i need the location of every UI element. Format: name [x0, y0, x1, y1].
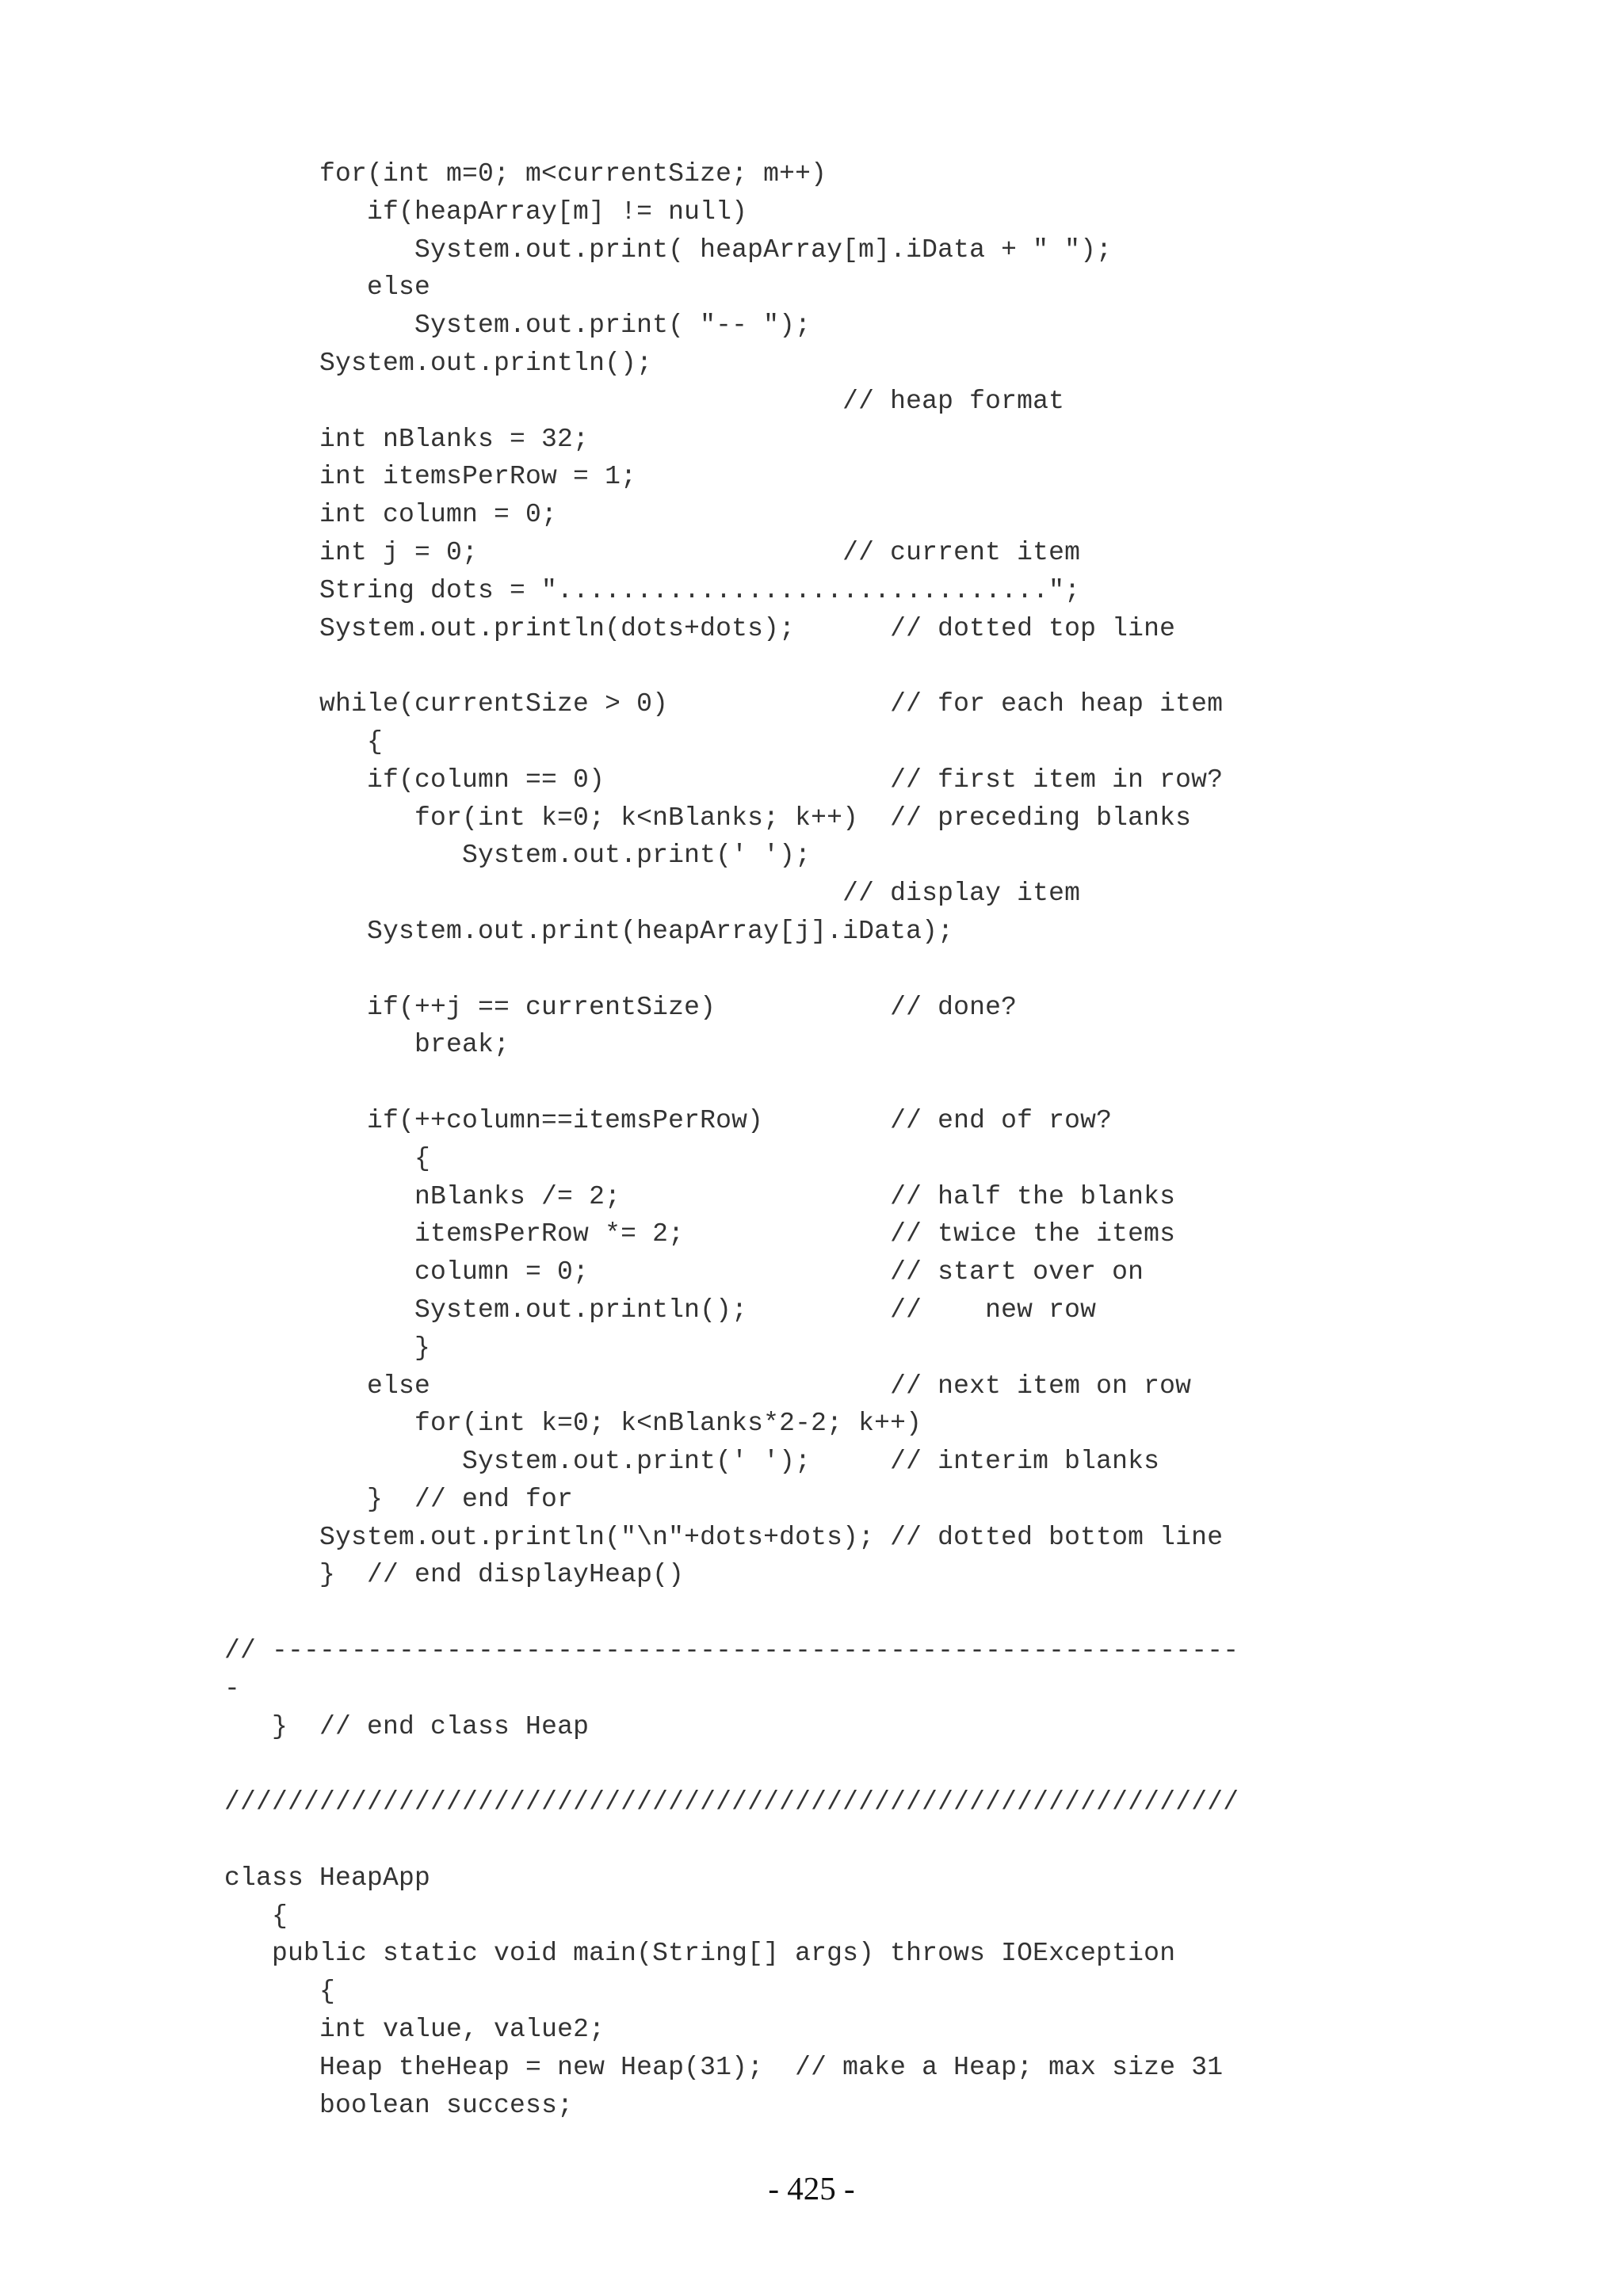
code-line: System.out.print(' '); // interim blanks	[272, 1447, 1160, 1477]
code-line: int itemsPerRow = 1;	[272, 462, 637, 492]
code-line: class HeapApp	[224, 1863, 431, 1893]
code-line: while(currentSize > 0) // for each heap item	[272, 689, 1224, 719]
code-line: // display item	[272, 879, 1081, 909]
code-line: int value, value2;	[224, 2015, 605, 2045]
code-line: break;	[272, 1030, 510, 1060]
code-line: }	[272, 1333, 431, 1363]
page-number: - 425 -	[768, 2170, 855, 2206]
code-line: else	[272, 273, 431, 303]
code-line: String dots = "...............................";	[272, 575, 1081, 605]
code-line: System.out.println("\n"+dots+dots); // dotted bottom line	[272, 1522, 1224, 1552]
code-line: if(++column==itemsPerRow) // end of row?	[272, 1105, 1113, 1135]
code-line: for(int k=0; k<nBlanks*2-2; k++)	[272, 1409, 922, 1439]
code-line: Heap theHeap = new Heap(31); // make a Heap; max size 31	[224, 2052, 1224, 2082]
code-line: } // end displayHeap()	[272, 1560, 685, 1590]
code-line: boolean success;	[224, 2090, 574, 2120]
code-line: nBlanks /= 2; // half the blanks	[272, 1181, 1176, 1211]
code-line: if(++j == currentSize) // done?	[272, 992, 1018, 1022]
code-line: } // end class Heap	[224, 1711, 590, 1741]
code-line	[224, 951, 1239, 989]
code-line	[224, 1594, 1239, 1632]
code-line: {	[224, 1977, 336, 2007]
code-line: int nBlanks = 32;	[272, 424, 590, 454]
code-line: System.out.print(' ');	[272, 841, 812, 871]
code-line: -	[224, 1673, 241, 1703]
code-line	[224, 1064, 1239, 1102]
code-line: System.out.println(dots+dots); // dotted top line	[272, 613, 1176, 643]
code-line: itemsPerRow *= 2; // twice the items	[272, 1219, 1176, 1249]
code-line: // heap format	[272, 386, 1065, 416]
code-line: // -------------------------------------------------------------	[224, 1636, 1239, 1666]
code-line: {	[224, 1901, 288, 1931]
code-line: column = 0; // start over on	[272, 1257, 1144, 1287]
code-line	[224, 647, 1239, 685]
code-line: System.out.println(); // new row	[272, 1295, 1097, 1325]
code-line: if(heapArray[m] != null)	[272, 196, 748, 227]
code-line: int j = 0; // current item	[272, 537, 1081, 567]
code-line: for(int m=0; m<currentSize; m++)	[272, 159, 827, 189]
code-line: ////////////////////////////////////////////////////////////////	[224, 1787, 1239, 1817]
code-line: System.out.print(heapArray[j].iData);	[272, 916, 954, 946]
code-line: System.out.print( heapArray[m].iData + " ");	[272, 235, 1113, 265]
code-line: for(int k=0; k<nBlanks; k++) // preceding blanks	[272, 803, 1192, 833]
code-line	[224, 1745, 1239, 1783]
code-listing	[224, 155, 1239, 2124]
code-line: {	[272, 727, 384, 757]
code-line: public static void main(String[] args) throws IOException	[224, 1939, 1176, 1969]
code-line: System.out.println();	[272, 348, 653, 378]
code-line	[224, 1821, 1239, 1859]
code-line: } // end for	[272, 1484, 574, 1514]
code-line: int column = 0;	[272, 500, 558, 530]
code-line: else // next item on row	[272, 1371, 1192, 1401]
code-line: {	[272, 1143, 431, 1173]
code-line: System.out.print( "-- ");	[272, 311, 812, 341]
code-line: if(column == 0) // first item in row?	[272, 765, 1224, 795]
